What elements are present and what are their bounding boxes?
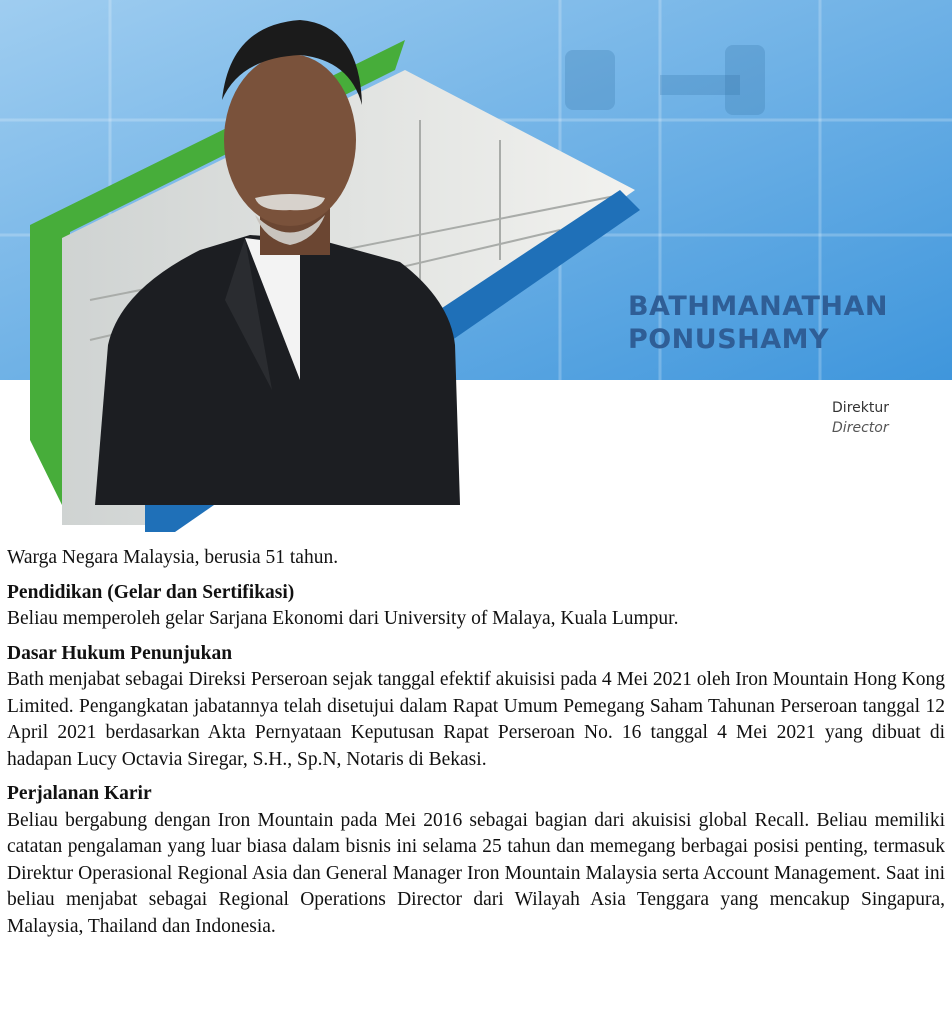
legal-basis-heading: Dasar Hukum Penunjukan — [7, 642, 233, 664]
intro-paragraph: Warga Negara Malaysia, berusia 51 tahun. — [7, 547, 339, 568]
education-body: Beliau memperoleh gelar Sarjana Ekonomi dari University of Malaya, Kuala Lumpur. — [7, 608, 679, 629]
education-heading: Pendidikan (Gelar dan Sertifikasi) — [7, 581, 295, 603]
role-indonesian: Direktur — [832, 400, 889, 416]
role-english: Director — [832, 420, 889, 436]
career-heading: Perjalanan Karir — [7, 783, 152, 804]
career-body: Beliau bergabung dengan Iron Mountain pada Mei 2016 sebagai bagian dari akuisisi global Recall. Beliau memiliki catatan pengalaman yang luar biasa dalam bisnis ini selama 25 tahun dan memegang berbagai posisi penting, termasuk Direktur Operasional Regional Asia dan General Manager Iron Mountain Malaysia serta Account Management. Saat ini beliau menjabat sebagai Regional Operations Director dari Wilayah Asia Tenggara yang mencakup Singapura, Malaysia, Thailand dan Indonesia. — [7, 809, 945, 937]
name-line-2: PONUSHAMY — [627, 324, 830, 355]
director-name — [628, 290, 888, 356]
director-role — [832, 398, 889, 438]
name-line-1: BATHMANATHAN — [627, 291, 888, 322]
biography-text — [7, 545, 945, 940]
legal-basis-body: Bath menjabat sebagai Direksi Perseroan sejak tanggal efektif akuisisi pada 4 Mei 2021 oleh Iron Mountain Hong Kong Limited. Pengangkatan jabatannya telah disetujui dalam Rapat Umum Pemegang Saham Tahunan Perseroan tanggal 12 April 2021 berdasarkan Akta Pernyataan Keputusan Rapat Perseroan No. 16 tanggal 4 Mei 2021 yang dibuat di hadapan Lucy Octavia Siregar, S.H., Sp.N, Notaris di Bekasi. — [7, 669, 945, 770]
